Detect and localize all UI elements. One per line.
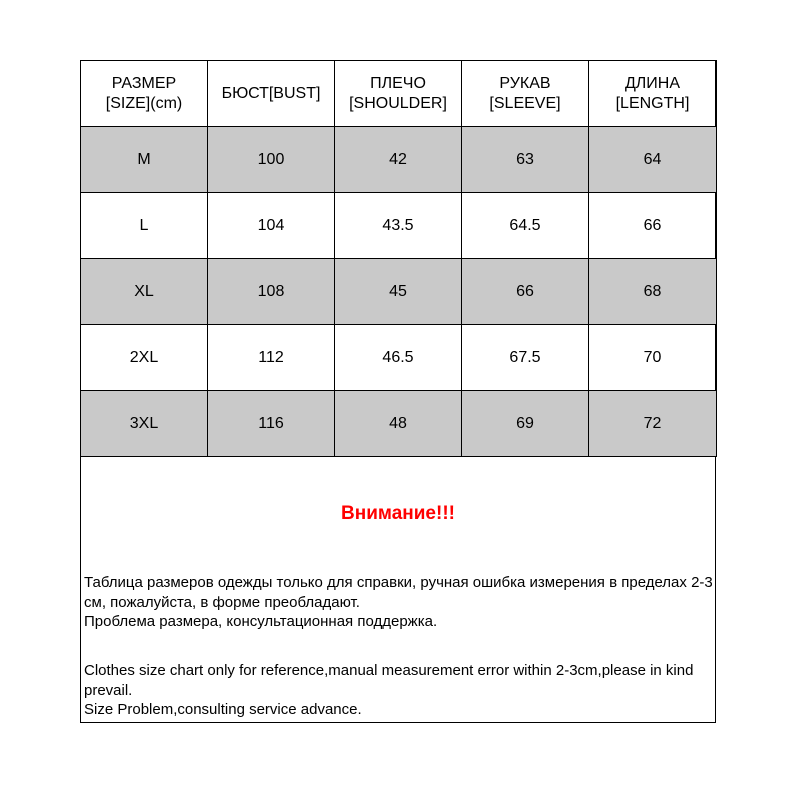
note-english [84,661,714,720]
cell-shoulder: 45 [335,259,462,325]
cell-size: 2XL [81,325,208,391]
cell-bust: 112 [208,325,335,391]
cell-size: 3XL [81,391,208,457]
cell-bust: 116 [208,391,335,457]
header-sleeve: РУКАВ [SLEEVE] [462,61,589,127]
note-en-line-2: Size Problem,consulting service advance. [84,701,362,718]
note-russian [84,573,714,632]
size-table [80,60,717,457]
table-row [81,193,717,259]
cell-size: XL [81,259,208,325]
cell-length: 68 [589,259,717,325]
cell-shoulder: 48 [335,391,462,457]
warning-heading: Внимание!!! [341,503,455,524]
table-row [81,391,717,457]
cell-shoulder: 43.5 [335,193,462,259]
cell-size: L [81,193,208,259]
cell-bust: 100 [208,127,335,193]
cell-shoulder: 46.5 [335,325,462,391]
cell-length: 66 [589,193,717,259]
cell-size: M [81,127,208,193]
cell-sleeve: 64.5 [462,193,589,259]
size-chart [80,60,716,723]
table-row [81,325,717,391]
cell-sleeve: 69 [462,391,589,457]
cell-sleeve: 63 [462,127,589,193]
table-row [81,127,717,193]
note-ru-line-2: Проблема размера, консультационная поддержка. [84,613,438,630]
cell-length: 70 [589,325,717,391]
cell-bust: 108 [208,259,335,325]
cell-shoulder: 42 [335,127,462,193]
cell-bust: 104 [208,193,335,259]
header-size: РАЗМЕР [SIZE](cm) [81,61,208,127]
note-ru-line-1: Таблица размеров одежды только для справки, ручная ошибка измерения в пределах 2-3 см, пожалуйста, в форме преобладают. [84,574,713,611]
cell-sleeve: 67.5 [462,325,589,391]
header-length: ДЛИНА [LENGTH] [589,61,717,127]
header-bust: БЮСТ[BUST] [208,61,335,127]
cell-length: 72 [589,391,717,457]
cell-sleeve: 66 [462,259,589,325]
note-en-line-1: Clothes size chart only for reference,manual measurement error within 2-3cm,please in kind prevail. [84,662,694,699]
table-row [81,259,717,325]
cell-length: 64 [589,127,717,193]
note-box [81,457,715,722]
header-row [81,61,717,127]
header-shoulder: ПЛЕЧО [SHOULDER] [335,61,462,127]
